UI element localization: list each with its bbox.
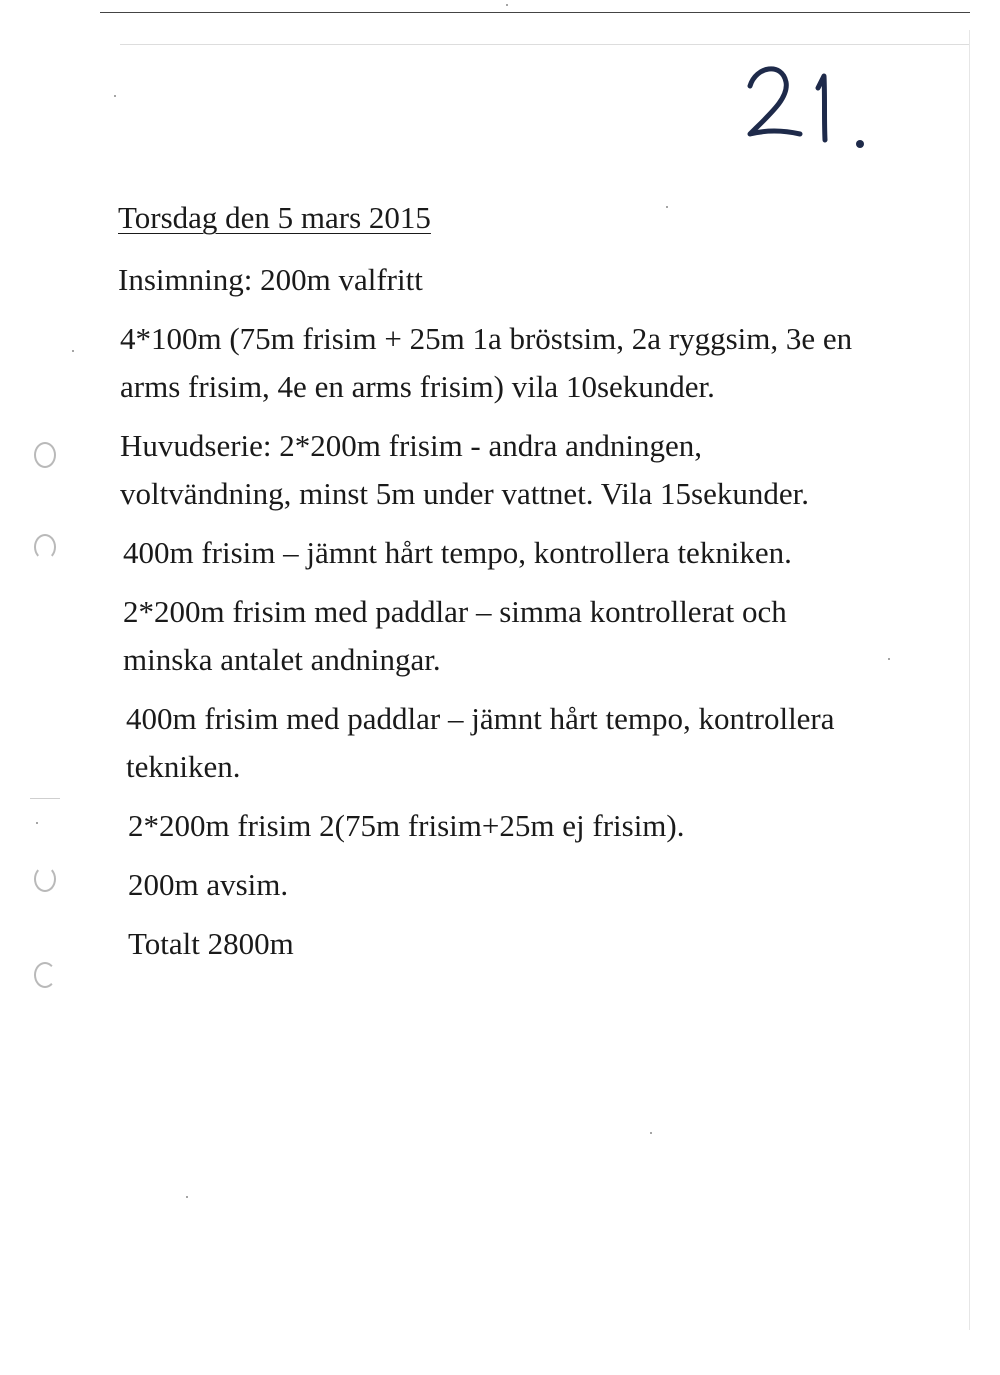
punch-hole <box>34 962 56 988</box>
speck <box>36 822 38 824</box>
binder-mark <box>30 798 60 799</box>
faint-edge-line <box>120 44 970 45</box>
paragraph-main-set: Huvudserie: 2*200m frisim - andra andningen, voltvändning, minst 5m under vattnet. Vila 15sekunder. <box>120 428 809 511</box>
speck <box>650 1132 652 1134</box>
paragraph-total: Totalt 2800m <box>128 926 294 961</box>
top-edge-line <box>100 12 970 13</box>
speck <box>506 4 508 6</box>
punch-hole <box>34 866 56 892</box>
handwritten-page-number <box>742 48 882 158</box>
paragraph-cooldown: 200m avsim. <box>128 867 289 902</box>
handwritten-page-number-drawing <box>742 48 882 158</box>
paragraph-set-3: 400m frisim – jämnt hårt tempo, kontrollera tekniken. <box>123 535 792 570</box>
paragraph-warmup: Insimning: 200m valfritt <box>118 262 423 297</box>
document-body <box>118 194 878 979</box>
document-title: Torsdag den 5 mars 2015 <box>118 200 431 235</box>
speck <box>186 1196 188 1198</box>
speck <box>114 95 116 97</box>
paragraph-set-6: 2*200m frisim 2(75m frisim+25m ej frisim). <box>128 808 685 843</box>
paragraph-set-4: 2*200m frisim med paddlar – simma kontrollerat och minska antalet andningar. <box>123 594 787 677</box>
paragraph-set-1: 4*100m (75m frisim + 25m 1a bröstsim, 2a ryggsim, 3e en arms frisim, 4e en arms frisim) vila 10sekunder. <box>120 321 853 404</box>
speck <box>72 350 74 352</box>
punch-hole <box>34 534 56 560</box>
page-edge-shadow <box>969 30 970 1330</box>
speck <box>888 658 890 660</box>
punch-hole <box>34 442 56 468</box>
paragraph-set-5: 400m frisim med paddlar – jämnt hårt tempo, kontrollera tekniken. <box>126 701 835 784</box>
